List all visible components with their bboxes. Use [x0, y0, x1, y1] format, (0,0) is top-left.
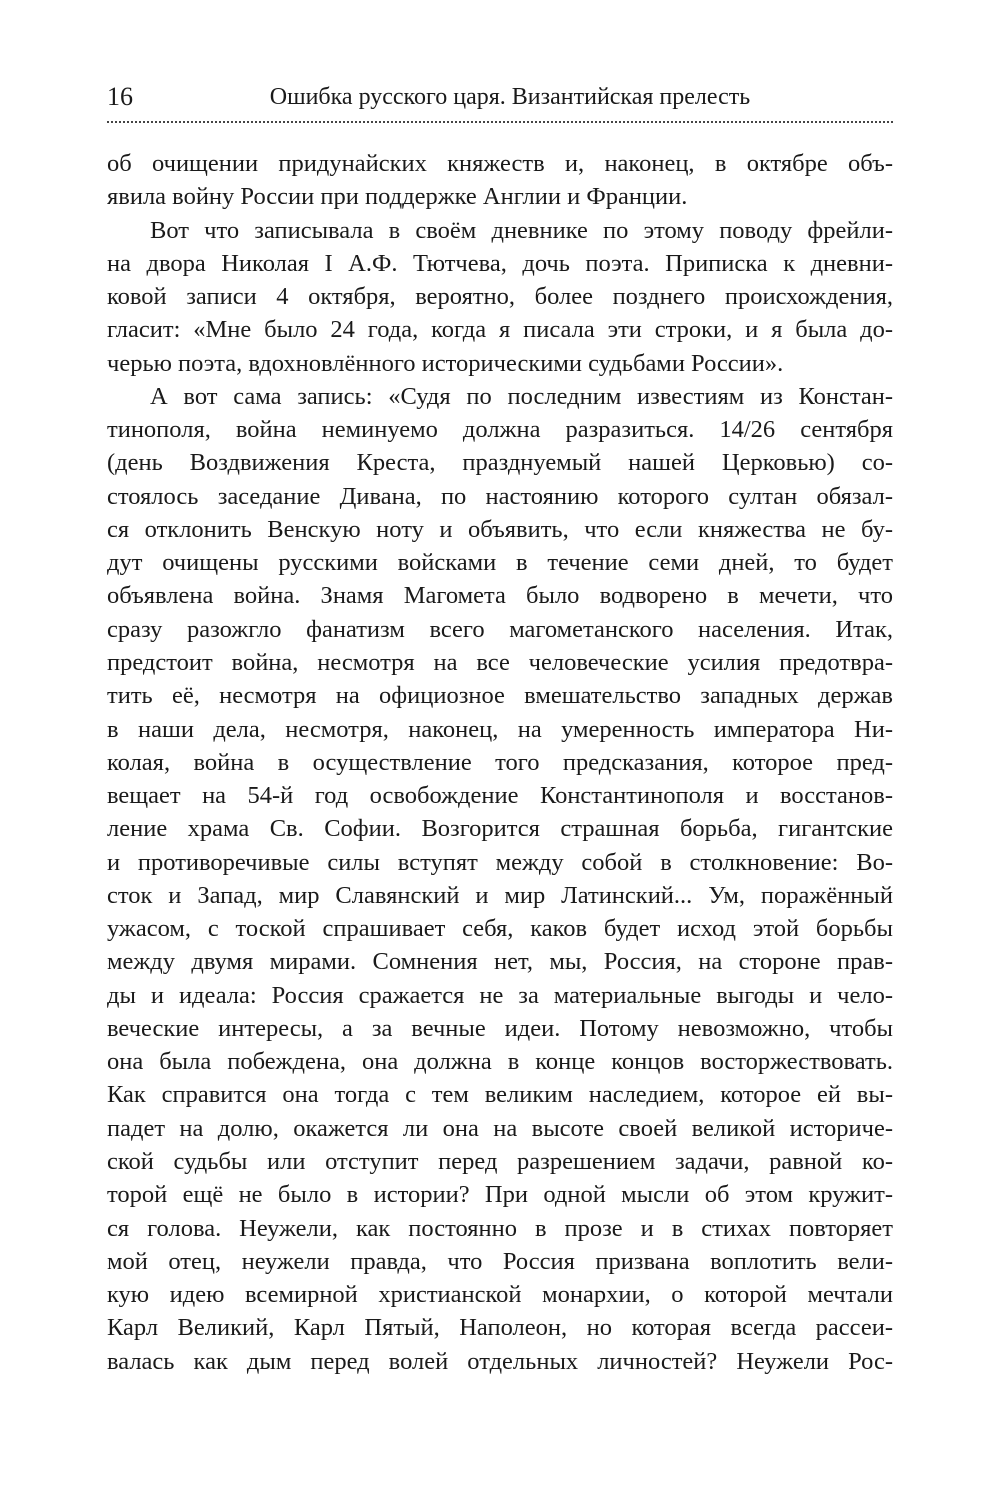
text-line: падет на долю, окажется ли она на высоте своей великой историче- — [107, 1114, 893, 1142]
text-line: ды и идеала: Россия сражается не за материальные выгоды и чело- — [107, 981, 893, 1009]
text-line: об очищении придунайских княжеств и, наконец, в октябре объ- — [107, 150, 893, 177]
text-line: она была побеждена, она должна в конце концов восторжествовать. — [107, 1048, 893, 1076]
text-line: объявлена война. Знамя Магомета было водворено в мечети, что — [107, 582, 893, 610]
text-line: сразу разожгло фанатизм всего магометанского населения. Итак, — [107, 615, 893, 643]
body-text — [107, 147, 893, 1378]
running-header — [107, 80, 893, 114]
text-line: ся отклонить Венскую ноту и объявить, что если княжества не бу- — [107, 515, 893, 543]
text-line: кую идею всемирной христианской монархии, о которой мечтали — [107, 1281, 893, 1309]
text-line: в наши дела, несмотря, наконец, на умеренность императора Ни- — [107, 715, 893, 743]
text-line: ской судьбы или отступит перед разрешением задачи, равной ко- — [107, 1147, 893, 1175]
text-line: предстоит война, несмотря на все человеческие усилия предотвра- — [107, 648, 893, 676]
text-line: (день Воздвижения Креста, празднуемый нашей Церковью) со- — [107, 449, 893, 477]
text-line: Карл Великий, Карл Пятый, Наполеон, но которая всегда рассеи- — [107, 1314, 893, 1342]
text-line: ужасом, с тоской спрашивает себя, каков будет исход этой борьбы — [107, 915, 893, 943]
text-line: А вот сама запись: «Судя по последним известиям из Констан- — [150, 382, 893, 410]
text-line: между двумя мирами. Сомнения нет, мы, Россия, на стороне прав- — [107, 948, 893, 976]
text-line: валась как дым перед волей отдельных личностей? Неужели Рос- — [107, 1347, 893, 1375]
text-line: на двора Николая I А.Ф. Тютчева, дочь поэта. Приписка к дневни- — [107, 249, 893, 277]
text-line: Как справится она тогда с тем великим наследием, которое ей вы- — [107, 1081, 893, 1109]
text-line: сток и Запад, мир Славянский и мир Латинский... Ум, поражённый — [107, 881, 893, 909]
text-line: дут очищены русскими войсками в течение семи дней, то будет — [107, 549, 893, 577]
text-line: ковой записи 4 октября, вероятно, более позднего происхождения, — [107, 283, 893, 311]
running-title: Ошибка русского царя. Византийская прелесть — [269, 84, 751, 110]
text-line: явила войну России при поддержке Англии и Франции. — [107, 183, 688, 211]
text-line: стоялось заседание Дивана, по настоянию которого султан обязал- — [107, 482, 893, 510]
text-line: тинополя, война неминуемо должна разразиться. 14/26 сентября — [107, 416, 893, 444]
text-line: мой отец, неужели правда, что Россия призвана воплотить вели- — [107, 1247, 893, 1275]
text-line: черью поэта, вдохновлённого историческими судьбами России». — [107, 349, 784, 377]
text-line: колая, война в осуществление того предсказания, которое пред- — [107, 748, 893, 776]
text-line: торой ещё не было в истории? При одной мысли об этом кружит- — [107, 1181, 893, 1209]
text-line: ся голова. Неужели, как постоянно в прозе и в стихах повторяет — [107, 1214, 893, 1242]
text-line: веческие интересы, а за вечные идеи. Потому невозможно, чтобы — [107, 1014, 893, 1042]
text-line: гласит: «Мне было 24 года, когда я писала эти строки, и я была до- — [107, 316, 893, 344]
text-line: Вот что записывала в своём дневнике по этому поводу фрейли- — [150, 216, 893, 244]
text-line: ление храма Св. Софии. Возгорится страшная борьба, гигантские — [107, 815, 893, 843]
page-number: 16 — [107, 82, 133, 111]
header-dotted-rule — [107, 121, 893, 123]
text-line: вещает на 54-й год освобождение Константинополя и восстанов- — [107, 782, 893, 810]
text-line: тить её, несмотря на официозное вмешательство западных держав — [107, 682, 893, 710]
text-line: и противоречивые силы вступят между собой в столкновение: Во- — [107, 848, 893, 876]
